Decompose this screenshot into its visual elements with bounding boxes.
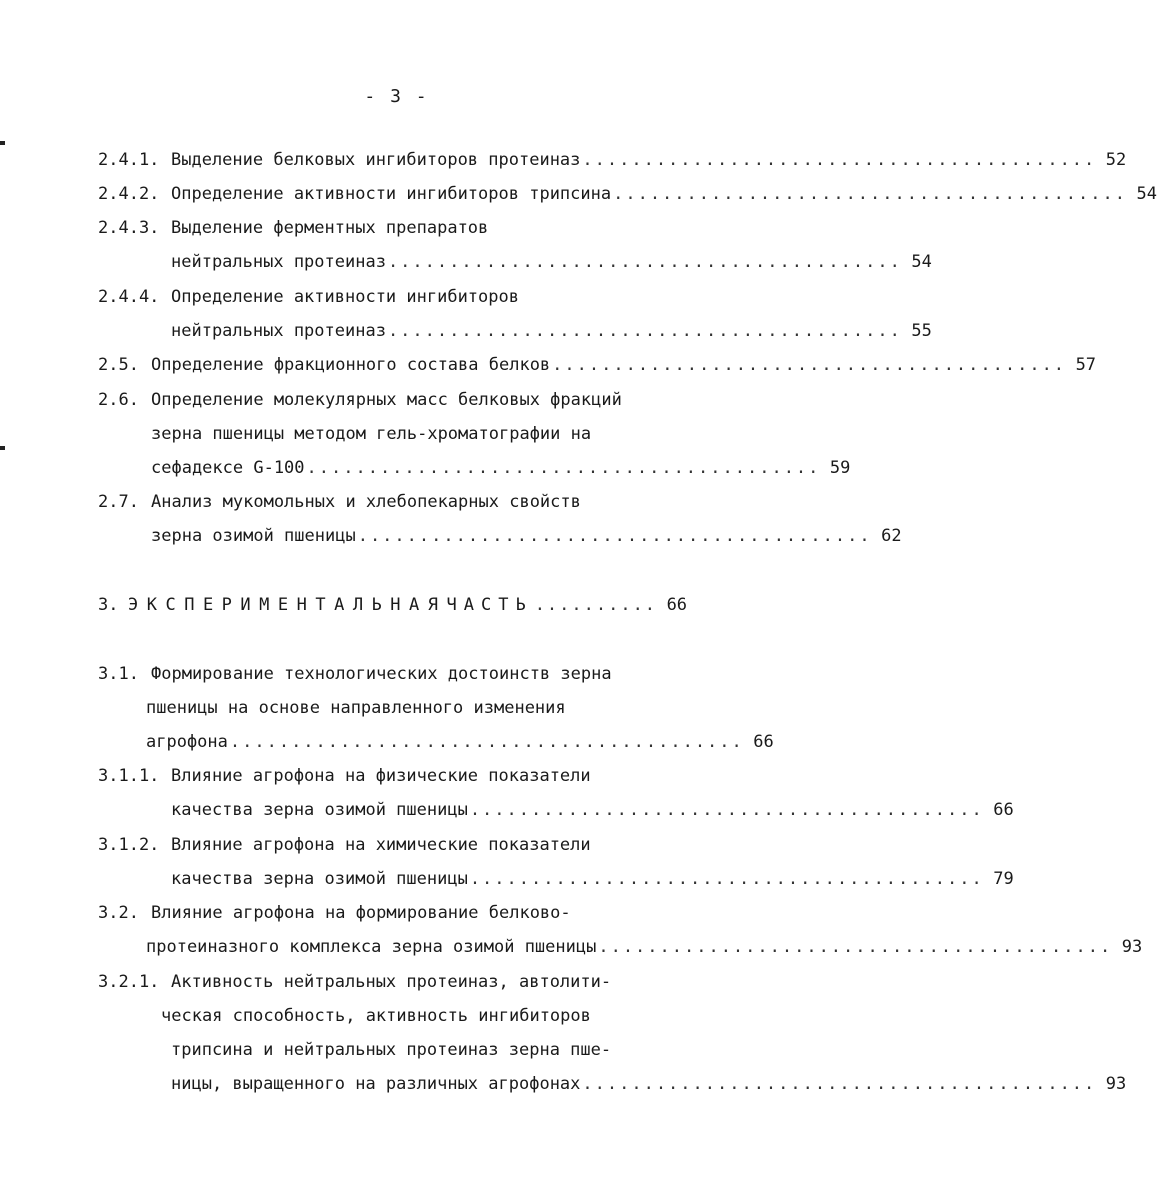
leader-dots: .......................................... [229, 732, 744, 752]
toc-entry-number: 3.2. [98, 903, 139, 923]
toc-entry [98, 664, 678, 690]
toc-entry-number: 3.1.2. [98, 835, 160, 855]
toc-entry [98, 492, 678, 518]
toc-entry-title: Влияние агрофона на формирование белково- [151, 903, 571, 923]
toc-entry-page: 66 [993, 800, 1014, 820]
toc-entry-number: 3.1.1. [98, 766, 160, 786]
toc-entry-number: 3.2.1. [98, 972, 160, 992]
leader-dots: .......... [534, 595, 658, 615]
toc-entry-title-cont: агрофона [146, 732, 228, 752]
leader-dots: .......................................... [598, 937, 1113, 957]
toc-entry-page: 55 [911, 321, 932, 341]
toc-entry-page: 59 [829, 458, 851, 478]
leader-dots: .......................................... [357, 526, 872, 546]
toc-entry [98, 287, 678, 313]
toc-entry-continuation [98, 869, 1014, 895]
toc-entry-number: 2.6. [98, 390, 139, 410]
toc-entry-continuation [98, 1006, 678, 1032]
toc-entry-number: 2.5. [98, 355, 139, 375]
toc-entry-continuation [98, 1040, 678, 1066]
leader-dots: .......................................... [387, 321, 902, 341]
toc-entry-page: 57 [1075, 355, 1097, 375]
page-number: - 3 - [364, 86, 429, 107]
toc-chapter [98, 595, 688, 621]
toc-entry-number: 2.7. [98, 492, 139, 512]
toc-entry-page: 93 [1105, 1074, 1127, 1094]
toc-entry-page: 54 [1136, 184, 1157, 204]
toc-entry-title-cont: зерна пшеницы методом гель-хроматографии на [151, 424, 592, 444]
toc-entry-number: 2.4.2. [98, 184, 160, 204]
toc-entry-title-cont: качества зерна озимой пшеницы [171, 869, 468, 889]
toc-entry [98, 835, 678, 861]
toc-entry-title: Определение молекулярных масс белковых фракций [151, 390, 622, 410]
toc-entry [98, 972, 678, 998]
toc-entry-title: Формирование технологических достоинств зерна [151, 664, 612, 684]
chapter-title-word-2: ЧАСТЬ [446, 595, 533, 615]
toc-entry-page: 54 [911, 252, 932, 272]
toc-entry [98, 150, 1127, 176]
toc-entry-continuation [98, 526, 902, 552]
toc-entry [98, 184, 1157, 210]
toc-entry-continuation [98, 1074, 1127, 1100]
toc-entry-title: Анализ мукомольных и хлебопекарных свойств [151, 492, 581, 512]
toc-entry-continuation [98, 800, 1014, 826]
toc-entry-title-cont: пшеницы на основе направленного изменения [146, 698, 566, 718]
leader-dots: .......................................... [582, 1074, 1097, 1094]
leader-dots: .......................................... [582, 150, 1097, 170]
toc-entry-continuation [98, 698, 678, 724]
leader-dots: .......................................... [306, 458, 821, 478]
toc-entry-continuation [98, 321, 932, 347]
chapter-page: 66 [666, 595, 688, 615]
leader-dots: .......................................... [552, 355, 1067, 375]
toc-entry-number: 2.4.1. [98, 150, 160, 170]
toc-entry-continuation [98, 458, 851, 484]
toc-entry-page: 62 [881, 526, 902, 546]
toc-entry [98, 390, 678, 416]
chapter-number: 3. [98, 595, 119, 615]
toc-entry-title-cont: качества зерна озимой пшеницы [171, 800, 468, 820]
toc-entry-title: Выделение ферментных препаратов [171, 218, 489, 238]
toc-entry-page: 66 [753, 732, 774, 752]
toc-entry-page: 79 [993, 869, 1014, 889]
toc-entry-page: 93 [1121, 937, 1143, 957]
leader-dots: .......................................... [387, 252, 902, 272]
toc-entry-title: Определение фракционного состава белков [151, 355, 551, 375]
toc-entry [98, 766, 678, 792]
toc-entry-title: Влияние агрофона на физические показатели [171, 766, 591, 786]
leader-dots: .......................................... [469, 869, 984, 889]
toc-entry-continuation [98, 732, 774, 758]
toc-entry-title-cont: нейтральных протеиназ [171, 321, 386, 341]
toc-entry-title-cont: протеиназного комплекса зерна озимой пшеницы [146, 937, 597, 957]
chapter-title-word-1: ЭКСПЕРИМЕНТАЛЬНАЯ [128, 595, 447, 615]
toc-entry [98, 903, 678, 929]
toc-entry-continuation [98, 252, 932, 278]
leader-dots: .......................................... [613, 184, 1127, 204]
toc-entry-title-cont: ческая способность, активность ингибиторов [161, 1006, 591, 1026]
toc-entry-number: 2.4.3. [98, 218, 160, 238]
toc-entry-title: Влияние агрофона на химические показатели [171, 835, 591, 855]
toc-entry-title: Активность нейтральных протеиназ, автолити- [171, 972, 612, 992]
scan-mark [0, 141, 5, 145]
toc-entry-title: Определение активности ингибиторов трипсина [171, 184, 612, 204]
toc-entry-continuation [98, 424, 678, 450]
toc-entry-continuation [98, 937, 1143, 963]
scan-mark [0, 446, 5, 450]
toc-entry-title-cont: трипсина и нейтральных протеиназ зерна пше- [171, 1040, 612, 1060]
toc-entry-title-cont: зерна озимой пшеницы [151, 526, 356, 546]
toc-entry-number: 2.4.4. [98, 287, 160, 307]
toc-entry [98, 355, 1097, 381]
toc-entry-page: 52 [1105, 150, 1127, 170]
toc-entry-title-cont: ницы, выращенного на различных агрофонах [171, 1074, 581, 1094]
toc-entry [98, 218, 678, 244]
toc-entry-title-cont: нейтральных протеиназ [171, 252, 386, 272]
toc-entry-title: Выделение белковых ингибиторов протеиназ [171, 150, 581, 170]
toc-entry-title: Определение активности ингибиторов [171, 287, 519, 307]
leader-dots: .......................................... [469, 800, 984, 820]
toc-entry-title-cont: сефадексе G-100 [151, 458, 305, 478]
toc-entry-number: 3.1. [98, 664, 139, 684]
